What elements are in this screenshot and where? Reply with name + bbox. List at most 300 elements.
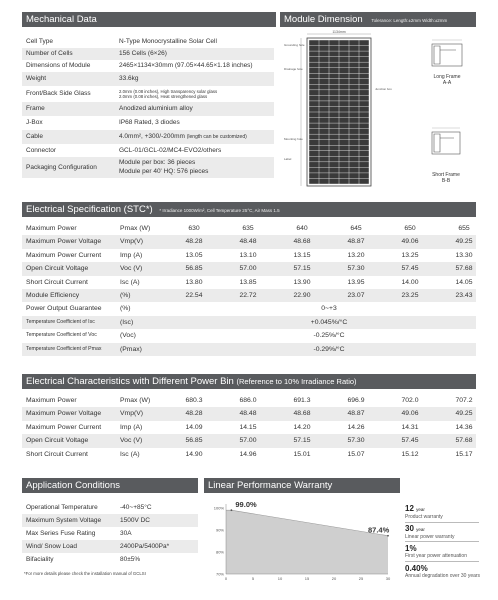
row-label: Wind/ Snow Load (26, 543, 77, 550)
solar-cell (339, 79, 349, 84)
stat-value: 12 (405, 504, 414, 513)
solar-cell (349, 123, 359, 128)
x-tick-label: 15 (304, 576, 310, 581)
row-label: Temperature Coefficient of Isc (26, 318, 95, 325)
solar-cell (329, 73, 339, 78)
cell-value: 635 (242, 225, 254, 232)
row-unit: Vmp(V) (120, 410, 144, 418)
table-row (22, 514, 198, 527)
solar-cell (309, 157, 319, 162)
cell-value: 630 (188, 225, 200, 232)
table-row (22, 329, 476, 342)
cell-value: 22.54 (185, 292, 203, 299)
table-row (22, 553, 198, 566)
cell-value: 48.48 (239, 410, 257, 418)
table-row (22, 276, 476, 289)
cell-value: 14.15 (239, 423, 257, 431)
cell-value: 13.90 (293, 278, 311, 286)
cell-value: 57.30 (347, 437, 365, 445)
solar-cell (329, 179, 339, 184)
row-label: Short Circuit Current (26, 450, 88, 458)
solar-cell (359, 51, 369, 56)
solar-cell (349, 145, 359, 150)
row-label: Open Circuit Voltage (26, 437, 89, 445)
long-frame-label: Long Frame (433, 74, 461, 80)
solar-cell (319, 162, 329, 167)
row-label: Connector (26, 147, 56, 154)
dimension-tolerance: Tolerance: Length:±2mm Width:±2mm (371, 18, 448, 23)
table-row (22, 36, 274, 48)
solar-cell (349, 68, 359, 73)
solar-cell (339, 112, 349, 117)
solar-cell (339, 46, 349, 51)
application-header (22, 478, 198, 493)
row-value: 156 Cells (6×26) (119, 50, 167, 57)
solar-cell (339, 157, 349, 162)
dimension-title: Module Dimension (284, 14, 363, 25)
cell-value: 680.3 (185, 397, 203, 404)
cell-value: 15.01 (293, 450, 311, 458)
solar-cell (339, 140, 349, 145)
dimension-header (280, 12, 476, 27)
table-row (22, 262, 476, 275)
solar-cell (309, 85, 319, 90)
solar-cell (349, 168, 359, 173)
solar-cell (309, 168, 319, 173)
solar-cell (319, 51, 329, 56)
x-tick-label: 30 (385, 576, 391, 581)
electrical-note: * Irradiance 1000W/m², Cell Temperature 25°C, Air Mass 1.5 (159, 208, 280, 213)
solar-cell (349, 107, 359, 112)
table-row (22, 501, 198, 514)
solar-cell (339, 68, 349, 73)
solar-cell (319, 73, 329, 78)
solar-cell (319, 179, 329, 184)
solar-cell (319, 46, 329, 51)
row-unit: Pmax (W) (120, 397, 151, 404)
power-bin-title-suffix: (Reference to 10% Irradiance Ratio) (236, 377, 357, 386)
solar-cell (349, 157, 359, 162)
solar-cell (329, 157, 339, 162)
stat-desc: First year power attenuation (405, 553, 467, 559)
span-value: 0~+3 (321, 305, 337, 313)
short-frame-label: Short Frame (432, 172, 460, 178)
solar-cell (339, 123, 349, 128)
cell-value: 15.07 (347, 450, 365, 458)
row-label: Maximum Power Current (26, 423, 102, 431)
grounding-hole-label: Grounding hole (284, 43, 305, 47)
solar-cell (349, 85, 359, 90)
stat-desc: Annual degradation over 30 years (405, 573, 481, 579)
cell-value: 14.90 (185, 450, 203, 458)
cell-value: 23.07 (347, 292, 365, 299)
cell-value: 57.68 (455, 437, 473, 445)
solar-cell (359, 62, 369, 67)
cell-value: 707.2 (455, 397, 473, 404)
solar-cell (329, 140, 339, 145)
table-row (22, 343, 476, 356)
solar-cell (319, 68, 329, 73)
solar-cell (319, 62, 329, 67)
row-value: 1500V DC (120, 517, 150, 524)
solar-cell (349, 134, 359, 139)
warranty-stat (405, 564, 485, 579)
solar-cell (339, 62, 349, 67)
solar-cell (319, 129, 329, 134)
row-unit: Pmax (W) (120, 225, 151, 232)
cell-value: 49.06 (401, 238, 419, 246)
solar-cell (309, 151, 319, 156)
row-label: Maximum Power Voltage (26, 238, 102, 246)
x-tick-label: 20 (331, 576, 337, 581)
start-point-label: 99.0% (235, 500, 257, 510)
row-label: Temperature Coefficient of Voc (26, 332, 97, 339)
cell-value: 14.09 (185, 423, 203, 431)
warranty-stat (405, 524, 485, 540)
row-label: Temperature Coefficient of Pmax (26, 345, 102, 352)
electrical-header (22, 202, 476, 217)
solar-cell (329, 118, 339, 123)
row-label: Module Efficiency (26, 292, 80, 299)
stat-desc: Linear power warranty (405, 534, 455, 540)
table-row (22, 302, 476, 315)
solar-cell (349, 101, 359, 106)
solar-cell (359, 46, 369, 51)
warranty-area (226, 510, 388, 574)
solar-cell (339, 51, 349, 56)
packaging-box: Module per box: 36 pieces (119, 159, 196, 166)
cell-value: 640 (296, 225, 308, 232)
solar-cell (359, 179, 369, 184)
solar-cell (309, 57, 319, 62)
short-frame-section-label: B-B (441, 178, 451, 184)
solar-cell (349, 118, 359, 123)
cell-value: 57.00 (239, 437, 257, 445)
table-row (22, 316, 476, 329)
solar-cell (309, 51, 319, 56)
cable-note: (length can be customized) (186, 134, 247, 140)
cell-value: 13.30 (455, 251, 473, 259)
cell-value: 48.48 (239, 238, 257, 246)
start-point (231, 509, 233, 511)
row-value: 2400Pa/5400Pa* (120, 543, 170, 550)
solar-cell (309, 129, 319, 134)
solar-cell (359, 79, 369, 84)
solar-cell (359, 145, 369, 150)
row-unit: Isc (A) (120, 278, 140, 286)
short-frame-section (432, 128, 460, 184)
table-row (22, 235, 476, 248)
row-label: Maximum Power Voltage (26, 410, 102, 418)
y-tick-label: 80% (215, 549, 224, 555)
solar-cell (309, 145, 319, 150)
solar-cell (309, 73, 319, 78)
cell-value: 14.36 (455, 423, 473, 431)
solar-cell (319, 134, 329, 139)
solar-cell (349, 57, 359, 62)
table-row (22, 144, 274, 157)
solar-cell (339, 85, 349, 90)
cell-value: 13.20 (347, 251, 365, 259)
solar-cell (339, 173, 349, 178)
solar-cell (329, 129, 339, 134)
solar-cell (309, 179, 319, 184)
solar-cell (309, 101, 319, 106)
row-label: Maximum System Voltage (26, 517, 102, 524)
cell-value: 14.00 (401, 278, 419, 286)
label-callout: Label (284, 157, 292, 161)
row-value (119, 130, 247, 144)
mounting-hole-label: Mounting hole (284, 137, 303, 141)
solar-cell (359, 134, 369, 139)
solar-cell (339, 118, 349, 123)
solar-cell (329, 112, 339, 117)
solar-cell (329, 40, 339, 45)
row-label: Number of Cells (26, 50, 73, 57)
solar-cell (329, 79, 339, 84)
table-row (22, 102, 274, 116)
cell-value: 57.68 (455, 265, 473, 273)
solar-cell (359, 57, 369, 62)
solar-cell (339, 73, 349, 78)
solar-cell (309, 79, 319, 84)
table-row (22, 222, 476, 235)
solar-cell (319, 101, 329, 106)
solar-cell (329, 90, 339, 95)
solar-cell (349, 140, 359, 145)
solar-cell (349, 40, 359, 45)
drainage-hole-label: Drainage hole (284, 67, 303, 71)
solar-cell (309, 96, 319, 101)
solar-cell (349, 96, 359, 101)
junction-box-label: Junction box (375, 87, 392, 91)
end-point-label: 87.4% (368, 525, 390, 535)
table-row (22, 60, 274, 72)
row-label: J-Box (26, 119, 43, 126)
solar-cell (359, 140, 369, 145)
row-label: Maximum Power Current (26, 251, 102, 259)
solar-cell (339, 162, 349, 167)
cell-value: 13.10 (239, 251, 257, 259)
table-row (22, 421, 476, 434)
solar-cell (359, 162, 369, 167)
y-tick-label: 100% (213, 505, 224, 511)
cell-value: 48.68 (293, 410, 311, 418)
cell-value: 49.06 (401, 410, 419, 418)
solar-cell (309, 140, 319, 145)
cell-value: 15.17 (455, 450, 473, 458)
table-row (22, 116, 274, 130)
cell-value: 48.28 (185, 238, 203, 246)
cell-value: 14.31 (401, 423, 419, 431)
electrical-title: Electrical Specification (STC*) (26, 204, 153, 215)
long-frame-section-label: A-A (442, 80, 452, 86)
solar-cell (319, 107, 329, 112)
stat-unit: year (416, 527, 425, 532)
cell-value: 57.15 (293, 437, 311, 445)
solar-cell (309, 123, 319, 128)
divider (405, 541, 479, 542)
row-label: Open Circuit Voltage (26, 265, 89, 273)
cell-value: 686.0 (239, 397, 257, 404)
cell-value: 650 (404, 225, 416, 232)
cell-value: 57.45 (401, 265, 419, 273)
span-value: -0.29%/°C (313, 345, 345, 353)
warranty-chart (204, 498, 400, 586)
cell-value: 696.9 (347, 397, 365, 404)
warranty-stat (405, 504, 485, 520)
cell-value: 48.87 (347, 238, 365, 246)
module-drawing (282, 30, 478, 188)
table-row (22, 540, 198, 553)
cell-value: 49.25 (455, 238, 473, 246)
solar-cell (359, 90, 369, 95)
solar-cell (349, 151, 359, 156)
solar-cell (329, 96, 339, 101)
cell-value: 702.0 (401, 397, 419, 404)
solar-cell (329, 168, 339, 173)
width-dimension-label: 1134mm (332, 30, 346, 34)
warranty-stat (405, 544, 485, 559)
row-unit: (Pmax) (120, 345, 142, 353)
solar-cell (329, 51, 339, 56)
mechanical-header (22, 12, 276, 27)
solar-cell (359, 68, 369, 73)
power-bin-header (22, 374, 476, 389)
cell-value: 22.72 (239, 292, 257, 299)
stat-unit: year (416, 507, 425, 512)
x-tick-label: 0 (224, 576, 228, 581)
solar-cell (309, 107, 319, 112)
solar-cell (339, 57, 349, 62)
solar-cell (359, 118, 369, 123)
stat-value: 30 (405, 524, 414, 533)
solar-cell (329, 62, 339, 67)
cell-value: 48.28 (185, 410, 203, 418)
cell-value: 49.25 (455, 410, 473, 418)
solar-cell (339, 179, 349, 184)
row-label: Operational Temperature (26, 504, 98, 511)
table-row (22, 157, 274, 178)
row-label: Maximum Power (26, 397, 77, 404)
cell-value: 13.80 (185, 278, 203, 286)
solar-cell (319, 57, 329, 62)
cell-value: 48.68 (293, 238, 311, 246)
solar-cell (339, 96, 349, 101)
solar-cell (329, 145, 339, 150)
solar-cell (359, 112, 369, 117)
warranty-title: Linear Performance Warranty (208, 480, 333, 491)
y-tick-label: 90% (215, 527, 224, 533)
cell-value: 57.00 (239, 265, 257, 273)
warranty-header (204, 478, 400, 493)
table-row (22, 72, 274, 86)
solar-cell (319, 90, 329, 95)
solar-cell (319, 79, 329, 84)
solar-cell (339, 168, 349, 173)
cable-spec: 4.0mm², +300/-200mm (119, 133, 185, 140)
solar-cell (349, 73, 359, 78)
row-unit: Voc (V) (120, 437, 143, 445)
long-frame-section (432, 40, 462, 86)
row-value: N-Type Monocrystalline Solar Cell (119, 38, 217, 45)
solar-cell (319, 140, 329, 145)
solar-cell (339, 90, 349, 95)
solar-cell (309, 90, 319, 95)
row-unit: Isc (A) (120, 450, 140, 458)
row-unit: (Isc) (120, 318, 134, 326)
short-frame-box (432, 132, 460, 154)
solar-cell (359, 168, 369, 173)
solar-cell (339, 129, 349, 134)
solar-cell (319, 96, 329, 101)
solar-cell (329, 101, 339, 106)
x-tick-label: 10 (277, 576, 283, 581)
solar-cell (339, 101, 349, 106)
table-row (22, 527, 198, 540)
solar-cell (349, 129, 359, 134)
solar-cell (319, 112, 329, 117)
solar-cell (349, 62, 359, 67)
cell-value: 14.05 (455, 278, 473, 286)
row-unit: Imp (A) (120, 423, 143, 431)
solar-cell (359, 173, 369, 178)
solar-cell (309, 173, 319, 178)
table-row (22, 434, 476, 447)
end-point (387, 535, 389, 537)
span-value: +0.045%/°C (310, 318, 348, 326)
solar-cell (319, 118, 329, 123)
row-label: Weight (26, 75, 47, 82)
row-unit: (Voc) (120, 332, 136, 340)
row-label: Max Series Fuse Rating (26, 530, 96, 537)
glass-back: 2.0mm (0.08 inches), Heat strengthened glass (119, 94, 208, 99)
solar-cell (309, 112, 319, 117)
solar-cell (359, 101, 369, 106)
stat-value: 1% (405, 544, 417, 553)
solar-cell (359, 123, 369, 128)
solar-cell (349, 162, 359, 167)
cell-value: 13.05 (185, 251, 203, 259)
solar-cell (309, 62, 319, 67)
solar-cell (309, 46, 319, 51)
row-value: IP68 Rated, 3 diodes (119, 119, 180, 126)
cell-value: 23.43 (455, 292, 473, 299)
solar-cell (329, 46, 339, 51)
application-title: Application Conditions (26, 480, 121, 491)
stat-desc: Product warranty (405, 514, 443, 520)
solar-cell (349, 112, 359, 117)
row-label: Short Circuit Current (26, 278, 88, 286)
row-value (119, 89, 217, 99)
row-label: Bifaciality (26, 556, 54, 563)
cell-value: 56.85 (185, 265, 203, 273)
divider (405, 522, 479, 523)
solar-cell (359, 157, 369, 162)
solar-cell (339, 134, 349, 139)
row-value (119, 159, 208, 176)
cell-value: 691.3 (293, 397, 311, 404)
long-frame-box (432, 44, 462, 66)
row-label: Cell Type (26, 38, 53, 45)
solar-cell (329, 162, 339, 167)
solar-cell (329, 151, 339, 156)
solar-cell (359, 40, 369, 45)
solar-cell (349, 173, 359, 178)
solar-cell (329, 57, 339, 62)
solar-cell (339, 40, 349, 45)
solar-cell (319, 85, 329, 90)
